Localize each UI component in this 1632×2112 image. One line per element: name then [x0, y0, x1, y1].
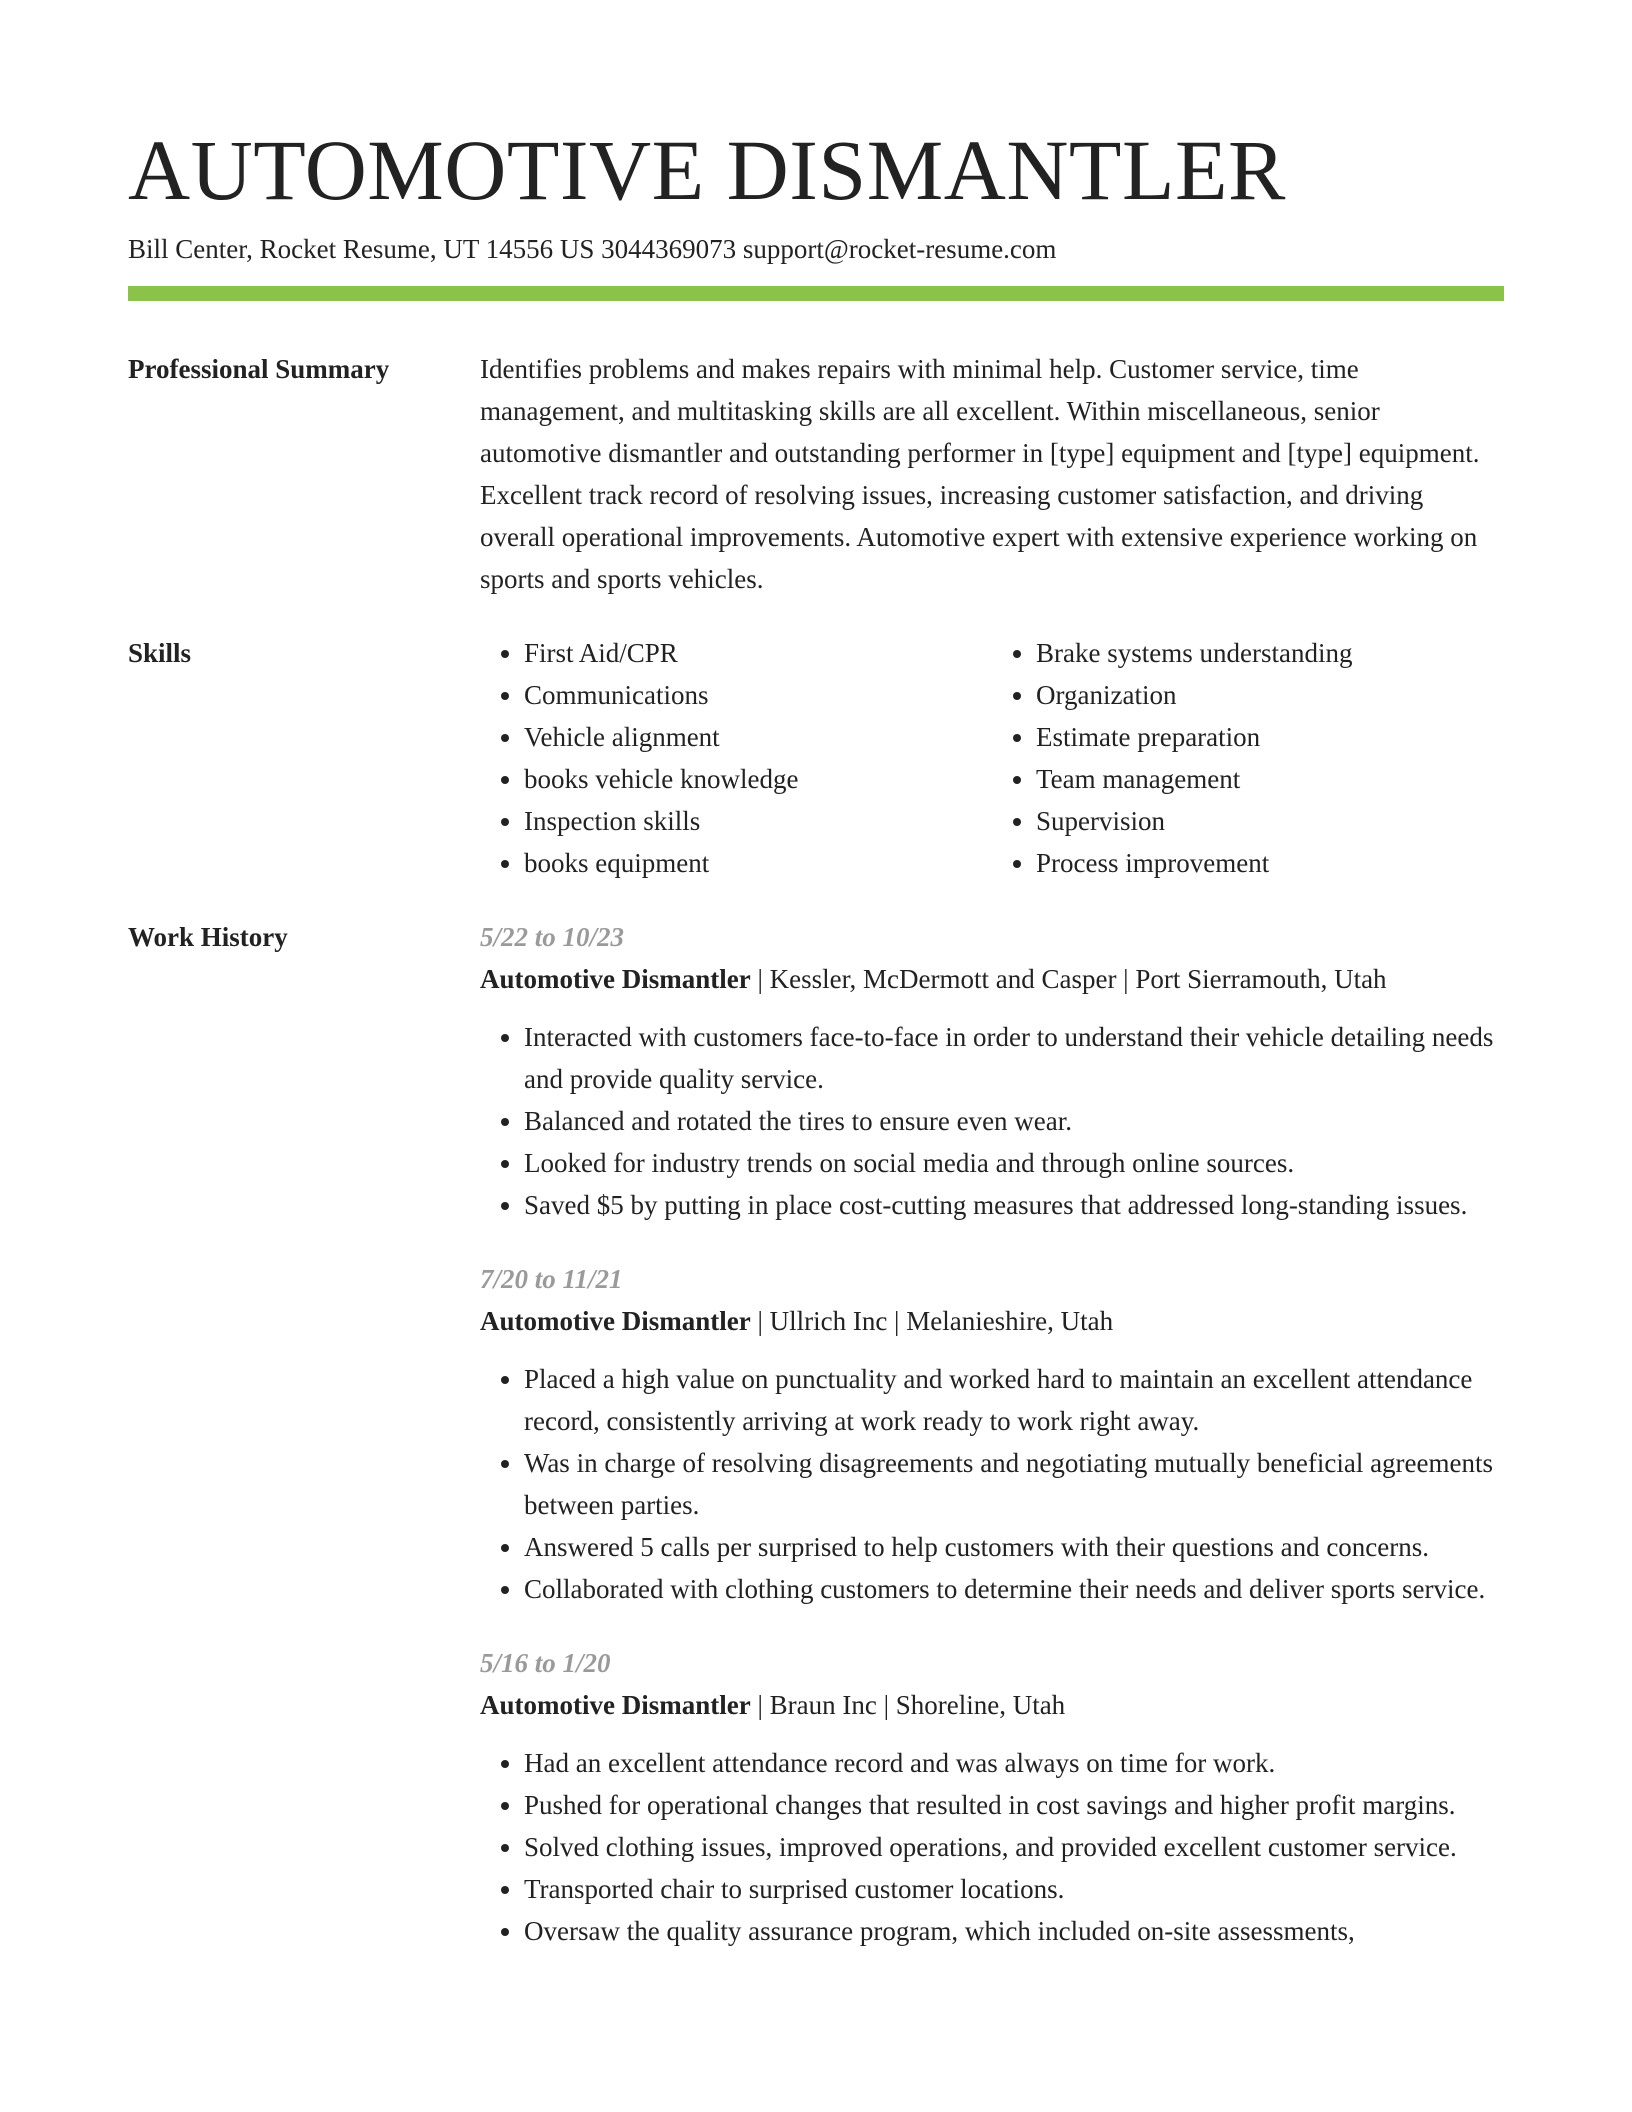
skill-item: • Team management: [1036, 758, 1504, 800]
accent-divider: [128, 286, 1504, 301]
contact-email: support@rocket-resume.com: [742, 234, 1057, 264]
job-entry: [480, 1642, 1504, 1952]
job-dates: 5/22 to 10/23: [480, 922, 625, 952]
summary-text: Identifies problems and makes repairs with minimal help. Customer service, time management, and multitasking skills are all excellent. Within miscellaneous, senior automotive dismantler and outstanding performer in [type] equipment and [type] equipment. Excellent track record of resolving issues, increasing customer satisfaction, and driving overall operational improvements. Automotive expert with extensive experience working on sports and sports vehicles.: [480, 354, 1480, 594]
work-history-heading: Work History: [128, 922, 288, 952]
skills-list-right: [992, 632, 1504, 884]
job-title-line: [480, 1684, 1504, 1726]
summary-body: [480, 348, 1504, 600]
contact-phone: 3044369073: [601, 234, 737, 264]
job-bullets: [480, 1358, 1504, 1610]
job-bullet: • Placed a high value on punctuality and worked hard to maintain an excellent attendance record, consistently arriving at work ready to work right away.: [524, 1358, 1504, 1442]
job-title-line: [480, 958, 1504, 1000]
job-bullet: • Looked for industry trends on social media and through online sources.: [524, 1142, 1504, 1184]
job-bullet: • Solved clothing issues, improved operations, and provided excellent customer service.: [524, 1826, 1504, 1868]
skill-item: • Organization: [1036, 674, 1504, 716]
skill-item: • Communications: [524, 674, 992, 716]
job-title: Automotive Dismantler: [480, 964, 751, 994]
candidate-name: AUTOMOTIVE DISMANTLER: [128, 122, 1286, 218]
job-bullet: • Balanced and rotated the tires to ensure even wear.: [524, 1100, 1504, 1142]
job-dates: 5/16 to 1/20: [480, 1648, 611, 1678]
job-bullet: • Transported chair to surprised customer locations.: [524, 1868, 1504, 1910]
job-entry: [480, 916, 1504, 1226]
job-title: Automotive Dismantler: [480, 1690, 751, 1720]
skill-item: • Brake systems understanding: [1036, 632, 1504, 674]
job-bullet: • Was in charge of resolving disagreements and negotiating mutually beneficial agreements between parties.: [524, 1442, 1504, 1526]
job-bullet: • Saved $5 by putting in place cost-cutting measures that addressed long-standing issues.: [524, 1184, 1504, 1226]
summary-heading: Professional Summary: [128, 354, 390, 384]
skill-item: • Supervision: [1036, 800, 1504, 842]
skill-item: • First Aid/CPR: [524, 632, 992, 674]
job-bullets: [480, 1016, 1504, 1226]
skill-item: • books equipment: [524, 842, 992, 884]
work-history-body: [480, 916, 1504, 1984]
job-bullet: • Oversaw the quality assurance program, which included on-site assessments,: [524, 1910, 1504, 1952]
skill-item: • Inspection skills: [524, 800, 992, 842]
job-bullet: • Collaborated with clothing customers to determine their needs and deliver sports service.: [524, 1568, 1504, 1610]
skills-body: [480, 632, 1504, 884]
contact-address: Bill Center, Rocket Resume, UT 14556 US: [128, 234, 595, 264]
job-company-location: | Kessler, McDermott and Casper | Port Sierramouth, Utah: [750, 964, 1387, 994]
job-bullet: • Had an excellent attendance record and was always on time for work.: [524, 1742, 1504, 1784]
job-dates: 7/20 to 11/21: [480, 1264, 623, 1294]
job-bullet: • Answered 5 calls per surprised to help customers with their questions and concerns.: [524, 1526, 1504, 1568]
skill-item: • books vehicle knowledge: [524, 758, 992, 800]
job-title-line: [480, 1300, 1504, 1342]
skill-item: • Process improvement: [1036, 842, 1504, 884]
skills-heading: Skills: [128, 638, 192, 668]
skills-list-left: [480, 632, 992, 884]
skill-item: • Vehicle alignment: [524, 716, 992, 758]
job-company-location: | Braun Inc | Shoreline, Utah: [750, 1690, 1066, 1720]
job-entry: [480, 1258, 1504, 1610]
job-bullets: [480, 1742, 1504, 1952]
job-bullet: • Interacted with customers face-to-face in order to understand their vehicle detailing needs and provide quality service.: [524, 1016, 1504, 1100]
skill-item: • Estimate preparation: [1036, 716, 1504, 758]
job-title: Automotive Dismantler: [480, 1306, 751, 1336]
job-bullet: • Pushed for operational changes that resulted in cost savings and higher profit margins.: [524, 1784, 1504, 1826]
contact-line: [128, 230, 1056, 268]
job-company-location: | Ullrich Inc | Melanieshire, Utah: [750, 1306, 1114, 1336]
